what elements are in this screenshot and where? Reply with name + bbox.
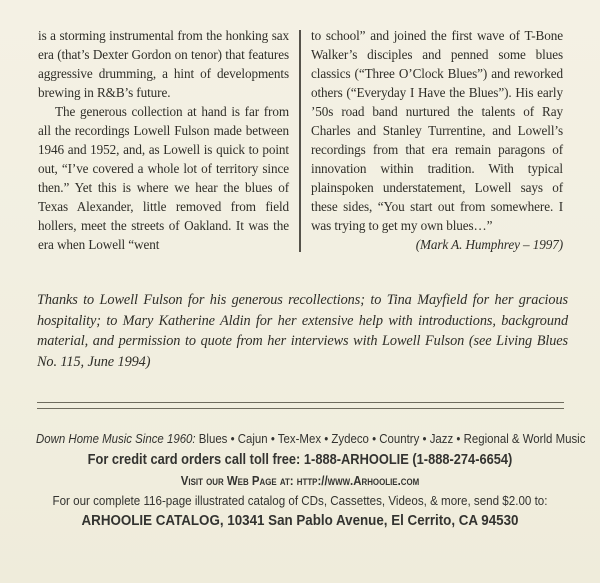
author-attribution: (Mark A. Humphrey – 1997) <box>415 237 563 252</box>
label-tagline: Down Home Music Since 1960: <box>36 431 196 446</box>
toll-free-order-line: For credit card orders call toll free: 1-888-ARHOOLIE (1-888-274-6654) <box>87 452 513 468</box>
column-divider-rule <box>299 30 301 252</box>
acknowledgment-note: Thanks to Lowell Fulson for his generous recollections; to Tina Mayfield for her gracious hospitality; to Mary Katherine Aldin for her extensive help with introductions, background material, and permission to quote from her interviews with Lowell Fulson (see Living Blues No. 115, June 1994) <box>37 292 568 370</box>
liner-notes-paragraph: The generous collection at hand is far from all the recordings Lowell Fulson made between 1946 and 1952, and, as Lowell is quick to point out, “I’ve covered a whole lot of territory since then.” Yet this is where we hear the blues of Texas Alexander, little removed from field hollers, meet the streets of Oakland. It was the era when Lowell “went <box>38 104 289 252</box>
genre-list: Blues • Cajun • Tex-Mex • Zydeco • Country • Jazz • Regional & World Music <box>198 431 586 446</box>
label-tagline-line <box>36 430 586 447</box>
liner-notes-right-column <box>311 26 563 254</box>
catalog-offer-line: For our complete 116-page illustrated catalog of CDs, Cassettes, Videos, & more, send $2.00 to: <box>52 493 548 508</box>
web-page-line: Visit our Web Page at: http://www.Arhoolie.com <box>180 473 420 488</box>
liner-notes-left-column <box>38 26 289 254</box>
double-horizontal-rule <box>37 402 564 409</box>
liner-notes-paragraph: to school” and joined the first wave of T-Bone Walker’s disciples and penned some blues classics (“Three O’Clock Blues”) and reworked others (“Everyday I Have the Blues”). His early ’50s road band nurtured the talents of Ray Charles and Stanley Turrentine, and Lowell’s recordings from that era remain paragons of innovation within tradition. With typical plainspoken understatement, Lowell says of these sides, “You start out from somewhere. I was trying to get my own blues…” <box>311 28 563 233</box>
label-ordering-info <box>36 430 586 530</box>
liner-notes-paragraph: is a storming instrumental from the honking sax era (that’s Dexter Gordon on tenor) that features aggressive drumming, a hint of developments brewing in R&B’s future. <box>38 28 289 100</box>
catalog-address-line: ARHOOLIE CATALOG, 10341 San Pablo Avenue, El Cerrito, CA 94530 <box>81 512 519 529</box>
